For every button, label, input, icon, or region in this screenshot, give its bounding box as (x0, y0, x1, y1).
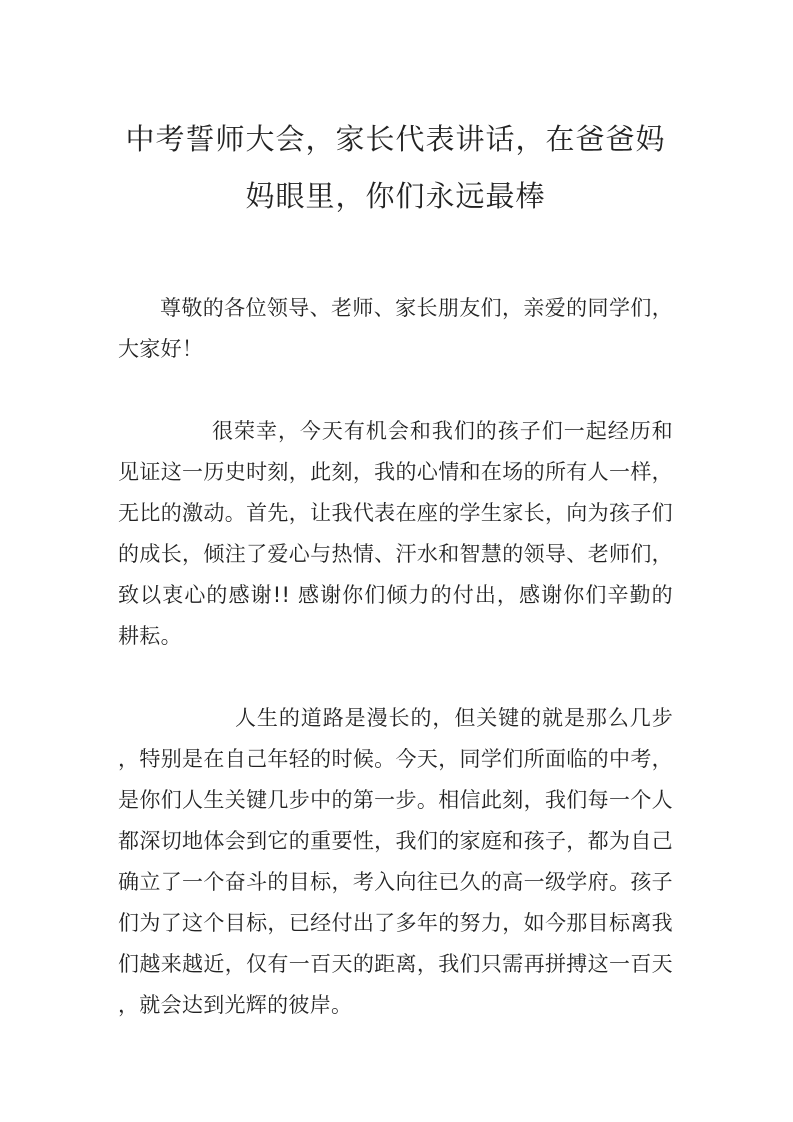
paragraph-encouragement: 人生的道路是漫长的，但关键的就是那么几步，特别是在自己年轻的时候。今天，同学们所面临的中考，是你们人生关键几步中的第一步。相信此刻，我们每一个人都深切地体会到它的重要性，我们的家庭和孩子，都为自己确立了一个奋斗的目标，考入向往已久的高一级学府。孩子们为了这个目标，已经付出了多年的努力，如今那目标离我们越来越近，仅有一百天的距离，我们只需再拼搏这一百天，就会达到光辉的彼岸。 (118, 706, 673, 1017)
document-title: 中考誓师大会，家长代表讲话，在爸爸妈妈眼里，你们永远最棒 (125, 122, 666, 213)
paragraph-greeting: 尊敬的各位领导、老师、家长朋友们，亲爱的同学们，大家好！ (118, 296, 673, 361)
paragraph-thanks: 很荣幸，今天有机会和我们的孩子们一起经历和见证这一历史时刻，此刻，我的心情和在场的所有人一样，无比的激动。首先，让我代表在座的学生家长，向为孩子们的成长，倾注了爱心与热情、汗水和智慧的领导、老师们，致以衷心的感谢!! 感谢你们倾力的付出，感谢你们辛勤的耕耘。 (118, 419, 673, 648)
